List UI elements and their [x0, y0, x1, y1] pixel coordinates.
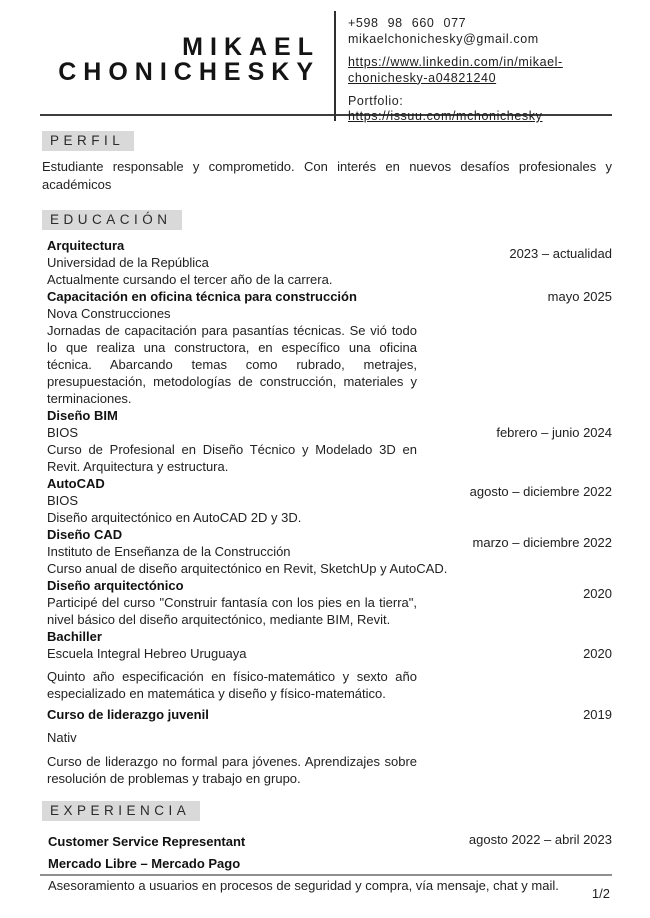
experience-entries [42, 831, 612, 897]
entry-description: Curso de liderazgo no formal para jóvenes. Aprendizajes sobre resolución de problemas y trabajo en grupo. [47, 754, 417, 786]
entry-date: mayo 2025 [547, 289, 612, 304]
entry-description: Jornadas de capacitación para pasantías técnicas. Se vió todo lo que realiza una constructora, en específico una oficina técnica. Abarcando temas como rubrado, metrajes, presupuestación, metodologías de construcción, materiales y terminaciones. [47, 323, 417, 406]
entry-org: Nova Construcciones [47, 306, 171, 321]
education-entry [47, 628, 612, 706]
entry-org: Escuela Integral Hebreo Uruguaya [47, 646, 247, 661]
section-perfil [42, 116, 612, 193]
page-number: 1/2 [591, 886, 610, 901]
experiencia-section-label: EXPERIENCIA [42, 801, 200, 821]
entry-org: Universidad de la República [47, 255, 209, 270]
entry-date: 2020 [583, 586, 612, 601]
entry-org: BIOS [47, 493, 79, 508]
entry-description: Participé del curso "Construir fantasía con los pies en la tierra", nivel básico del diseño arquitectónico, mediante BIM, Revit. [47, 595, 417, 627]
education-entry [47, 706, 612, 787]
entry-date: marzo – diciembre 2022 [472, 535, 612, 550]
entry-title: Capacitación en oficina técnica para construcción [47, 289, 357, 304]
entry-org: Instituto de Enseñanza de la Construcción [47, 544, 291, 559]
entry-title: Bachiller [47, 629, 102, 644]
entry-org: Mercado Libre – Mercado Pago [48, 856, 241, 871]
email-address: mikaelchonichesky@gmail.com [348, 32, 539, 46]
entry-title: Diseño arquitectónico [47, 578, 184, 593]
entry-title: AutoCAD [47, 476, 105, 491]
educacion-section-label: EDUCACIÓN [42, 210, 182, 230]
perfil-section-label: PERFIL [42, 131, 134, 151]
entry-title: Diseño CAD [47, 527, 123, 542]
entry-note: Curso anual de diseño arquitectónico en Revit, SketchUp y AutoCAD. [47, 561, 448, 576]
portfolio-label: Portfolio: [348, 94, 404, 108]
linkedin-link[interactable]: https://www.linkedin.com/in/mikael-chonichesky-a04821240 [348, 55, 563, 85]
entry-description: Quinto año especificación en físico-matemático y sexto año especializado en matemática y diseño y físico-matemático. [47, 669, 417, 701]
phone-number: +598 98 660 077 [348, 16, 467, 30]
entry-description: Asesoramiento a usuarios en procesos de seguridad y compra, vía mensaje, chat y mail. [48, 878, 559, 893]
entry-note: Diseño arquitectónico en AutoCAD 2D y 3D. [47, 510, 302, 525]
name-line-2: CHONICHESKY [58, 58, 320, 86]
entry-date: agosto – diciembre 2022 [469, 484, 612, 499]
section-experiencia [42, 787, 612, 897]
entry-date: febrero – junio 2024 [496, 425, 612, 440]
entry-date: 2020 [583, 646, 612, 661]
education-entry [47, 577, 612, 628]
education-entries [42, 237, 612, 787]
portfolio-link[interactable]: https://issuu.com/mchonichesky [348, 109, 543, 123]
entry-org: BIOS [47, 425, 79, 440]
entry-date: 2023 – actualidad [509, 246, 612, 261]
contact-block [336, 8, 604, 123]
name-line-1: MIKAEL [182, 33, 320, 61]
education-entry [47, 475, 612, 526]
person-name [42, 35, 320, 114]
entry-date: 2019 [583, 707, 612, 722]
footer-divider-rule [40, 874, 612, 876]
content [0, 116, 650, 897]
entry-title: Diseño BIM [47, 408, 118, 423]
entry-title: Curso de liderazgo juvenil [47, 707, 209, 722]
entry-description: Curso de Profesional en Diseño Técnico y Modelado 3D en Revit. Arquitectura y estructura. [47, 442, 417, 474]
entry-org: Nativ [47, 730, 77, 745]
education-entry [47, 237, 612, 288]
entry-title: Customer Service Representant [48, 834, 246, 849]
entry-title: Arquitectura [47, 238, 125, 253]
entry-date: agosto 2022 – abril 2023 [468, 832, 612, 847]
experience-entry [48, 831, 612, 897]
education-entry [47, 288, 612, 407]
education-entry [47, 526, 612, 577]
header [0, 0, 650, 123]
entry-note: Actualmente cursando el tercer año de la carrera. [47, 272, 333, 287]
perfil-text: Estudiante responsable y comprometido. Con interés en nuevos desafíos profesionales y académicos [42, 159, 612, 192]
education-entry [47, 407, 612, 475]
section-educacion [42, 193, 612, 787]
